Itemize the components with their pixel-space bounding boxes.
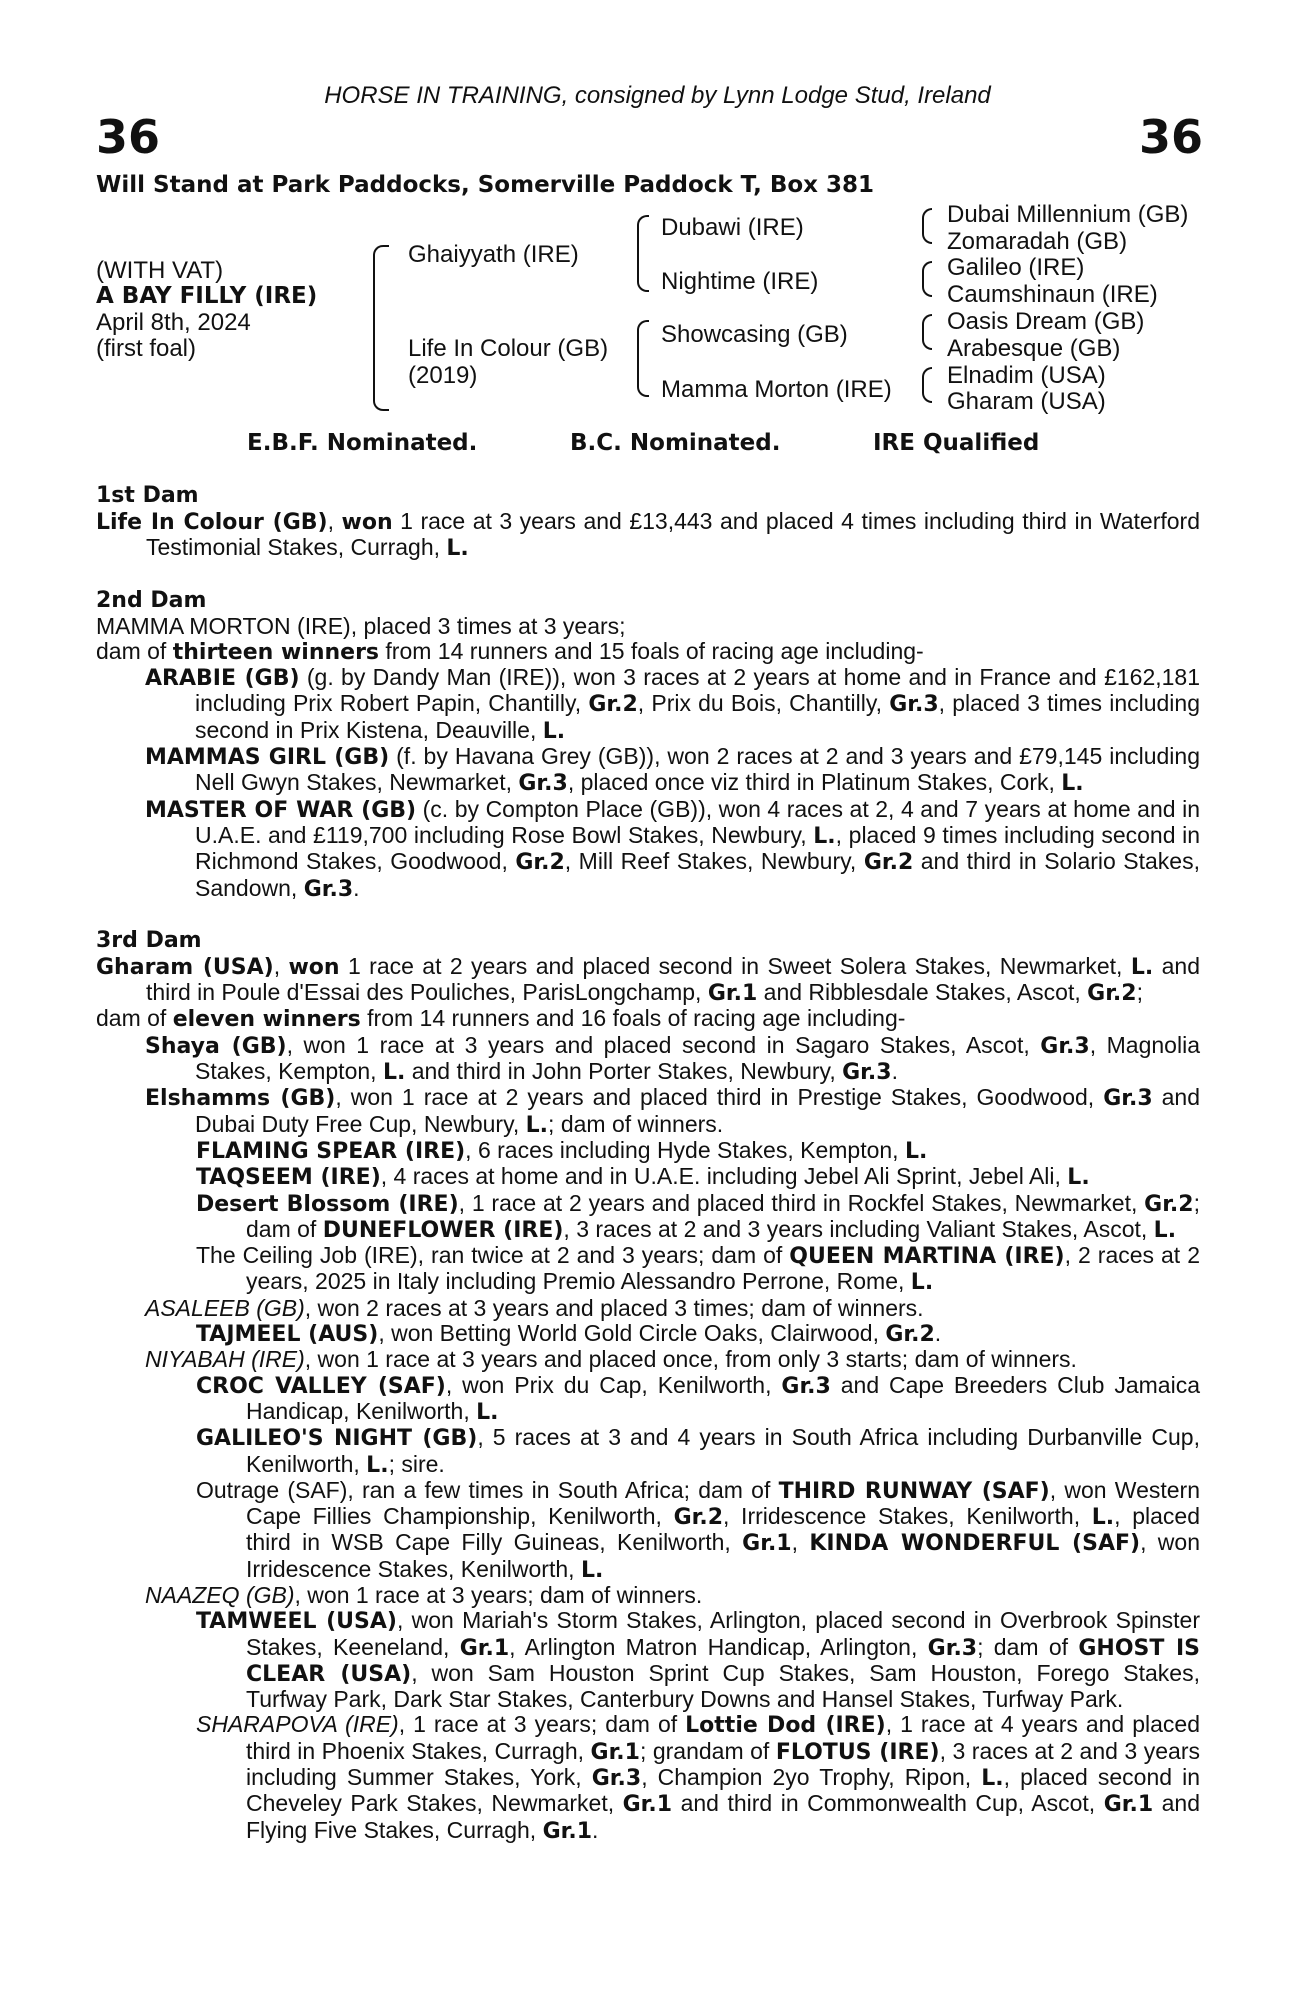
catalogue-entry: Outrage (SAF), ran a few times in South Africa; dam of THIRD RUNWAY (SAF), won Western Cape Fillies Championship, Kenilworth, Gr.2, Irridescence Stakes, Kenilworth, L., placed third in WSB Cape Filly Guineas, Kenilworth, Gr.1, KINDA WONDERFUL (SAF), won Irridescence Stakes, Kenilworth, L. bbox=[196, 1476, 1200, 1583]
ancestor-name: Gharam (USA) bbox=[947, 388, 1106, 415]
catalogue-entry: MAMMA MORTON (IRE), placed 3 times at 3 years; bbox=[96, 612, 626, 639]
catalogue-entry: Desert Blossom (IRE), 1 race at 2 years and placed third in Rockfel Stakes, Newmarket, Gr.2; dam of DUNEFLOWER (IRE), 3 races at 2 and 3 years including Valiant Stakes, Ascot, L. bbox=[196, 1189, 1200, 1243]
sire-dam-name: Nightime (IRE) bbox=[661, 268, 819, 295]
catalogue-entry: The Ceiling Job (IRE), ran twice at 2 and 3 years; dam of QUEEN MARTINA (IRE), 2 races at 2 years, 2025 in Italy including Premio Alessandro Perrone, Rome, L. bbox=[196, 1242, 1200, 1296]
ancestor-name: Zomaradah (GB) bbox=[947, 228, 1128, 255]
catalogue-entry: dam of thirteen winners from 14 runners and 15 foals of racing age including- bbox=[96, 637, 924, 665]
entries-2nd-dam bbox=[96, 614, 1200, 902]
pedigree-brace-g4 bbox=[922, 367, 932, 403]
ancestor-name: Arabesque (GB) bbox=[947, 335, 1121, 362]
pedigree-brace-g2 bbox=[922, 261, 932, 297]
pedigree-brace-sire bbox=[637, 215, 649, 292]
catalogue-entry: TAQSEEM (IRE), 4 races at home and in U.A.E. including Jebel Ali Sprint, Jebel Ali, L. bbox=[196, 1163, 1090, 1191]
dam-name: Life In Colour (GB) bbox=[408, 335, 609, 362]
ire-qualified: IRE Qualified bbox=[873, 430, 1040, 456]
dam-year: (2019) bbox=[408, 362, 478, 389]
stand-location: Will Stand at Park Paddocks, Somerville Paddock T, Box 381 bbox=[96, 172, 875, 198]
catalogue-entry: NIYABAH (IRE), won 1 race at 3 years and placed once, from only 3 starts; dam of winners. bbox=[145, 1346, 1077, 1373]
catalogue-entry: MASTER OF WAR (GB) (c. by Compton Place (GB)), won 4 races at 2, 4 and 7 years at home and in U.A.E. and £119,700 including Rose Bowl Stakes, Newbury, L., placed 9 times including second in Richmond Stakes, Goodwood, Gr.2, Mill Reef Stakes, Newbury, Gr.2 and third in Solario Stakes, Sandown, Gr.3. bbox=[145, 795, 1200, 902]
catalogue-entry: MAMMAS GIRL (GB) (f. by Havana Grey (GB)), won 2 races at 2 and 3 years and £79,145 including Nell Gwyn Stakes, Newmarket, Gr.3, placed once viz third in Platinum Stakes, Cork, L. bbox=[145, 743, 1200, 797]
catalogue-entry: TAJMEEL (AUS), won Betting World Gold Circle Oaks, Clairwood, Gr.2. bbox=[196, 1320, 942, 1348]
section-heading-1st-dam: 1st Dam bbox=[96, 483, 199, 508]
foaling-date: April 8th, 2024 bbox=[96, 309, 251, 336]
entries-3rd-dam bbox=[96, 954, 1200, 1844]
catalogue-entry: Gharam (USA), won 1 race at 2 years and placed second in Sweet Solera Stakes, Newmarket, L. and third in Poule d'Essai des Pouliches, ParisLongchamp, Gr.1 and Ribblesdale Stakes, Ascot, Gr.2; bbox=[96, 952, 1200, 1007]
ancestor-name: Galileo (IRE) bbox=[947, 254, 1085, 281]
catalogue-entry: GALILEO'S NIGHT (GB), 5 races at 3 and 4 years in South Africa including Durbanville Cup, Kenilworth, L.; sire. bbox=[196, 1424, 1200, 1478]
catalogue-body bbox=[96, 483, 1200, 1844]
vat-note: (WITH VAT) bbox=[96, 257, 224, 284]
lot-number-right: 36 bbox=[1138, 110, 1203, 164]
catalogue-entry: FLAMING SPEAR (IRE), 6 races including Hyde Stakes, Kempton, L. bbox=[196, 1136, 928, 1164]
ancestor-name: Caumshinaun (IRE) bbox=[947, 281, 1158, 308]
catalogue-entry: Shaya (GB), won 1 race at 3 years and placed second in Sagaro Stakes, Ascot, Gr.3, Magnolia Stakes, Kempton, L. and third in John Porter Stakes, Newbury, Gr.3. bbox=[145, 1031, 1200, 1086]
entries-1st-dam bbox=[96, 509, 1200, 562]
catalogue-entry: CROC VALLEY (SAF), won Prix du Cap, Kenilworth, Gr.3 and Cape Breeders Club Jamaica Handicap, Kenilworth, L. bbox=[196, 1371, 1200, 1425]
horse-name: A BAY FILLY (IRE) bbox=[96, 283, 318, 309]
section-heading-3rd-dam: 3rd Dam bbox=[96, 927, 202, 953]
catalogue-entry: TAMWEEL (USA), won Mariah's Storm Stakes, Arlington, placed second in Overbrook Spinster Stakes, Keeneland, Gr.1, Arlington Matron Handicap, Arlington, Gr.3; dam of GHOST IS CLEAR (USA), won Sam Houston Sprint Cup Stakes, Sam Houston, Forego Stakes, Turfway Park, Dark Star Stakes, Canterbury Downs and Hansel Stakes, Turfway Park. bbox=[196, 1607, 1200, 1713]
lot-number-left: 36 bbox=[96, 110, 161, 164]
catalogue-entry: ASALEEB (GB), won 2 races at 3 years and placed 3 times; dam of winners. bbox=[145, 1294, 924, 1321]
catalogue-entry: dam of eleven winners from 14 runners and 16 foals of racing age including- bbox=[96, 1005, 906, 1033]
catalogue-entry: NAAZEQ (GB), won 1 race at 3 years; dam of winners. bbox=[145, 1581, 703, 1608]
ancestor-name: Elnadim (USA) bbox=[947, 362, 1106, 389]
catalogue-entry: Life In Colour (GB), won 1 race at 3 years and £13,443 and placed 4 times including third in Waterford Testimonial Stakes, Curragh, L. bbox=[96, 508, 1200, 562]
ancestor-name: Oasis Dream (GB) bbox=[947, 308, 1145, 335]
pedigree-brace-main bbox=[373, 245, 389, 411]
catalogue-entry: SHARAPOVA (IRE), 1 race at 3 years; dam of Lottie Dod (IRE), 1 race at 4 years and placed third in Phoenix Stakes, Curragh, Gr.1; grandam of FLOTUS (IRE), 3 races at 2 and 3 years including Summer Stakes, York, Gr.3, Champion 2yo Trophy, Ripon, L., placed second in Cheveley Park Stakes, Newmarket, Gr.1 and third in Commonwealth Cup, Ascot, Gr.1 and Flying Five Stakes, Curragh, Gr.1. bbox=[196, 1711, 1201, 1844]
consignment-header: HORSE IN TRAINING, consigned by Lynn Lodge Stud, Ireland bbox=[324, 82, 991, 109]
foal-note: (first foal) bbox=[96, 335, 197, 362]
dam-dam-name: Mamma Morton (IRE) bbox=[661, 376, 892, 403]
ebf-nomination: E.B.F. Nominated. bbox=[247, 430, 478, 456]
dam-sire-name: Showcasing (GB) bbox=[661, 321, 848, 348]
catalogue-entry: ARABIE (GB) (g. by Dandy Man (IRE)), won 3 races at 2 years at home and in France and £162,181 including Prix Robert Papin, Chantilly, Gr.2, Prix du Bois, Chantilly, Gr.3, placed 3 times including second in Prix Kistena, Deauville, L. bbox=[145, 664, 1201, 744]
ancestor-name: Dubai Millennium (GB) bbox=[947, 201, 1189, 228]
sire-name: Ghaiyyath (IRE) bbox=[408, 241, 579, 268]
sire-sire-name: Dubawi (IRE) bbox=[661, 214, 804, 241]
pedigree-brace-dam bbox=[637, 320, 649, 397]
bc-nomination: B.C. Nominated. bbox=[570, 430, 781, 456]
pedigree-brace-g3 bbox=[922, 314, 932, 350]
pedigree-brace-g1 bbox=[922, 208, 932, 244]
catalogue-entry: Elshamms (GB), won 1 race at 2 years and placed third in Prestige Stakes, Goodwood, Gr.3 and Dubai Duty Free Cup, Newbury, L.; dam of winners. bbox=[145, 1084, 1200, 1138]
section-heading-2nd-dam: 2nd Dam bbox=[96, 587, 207, 613]
